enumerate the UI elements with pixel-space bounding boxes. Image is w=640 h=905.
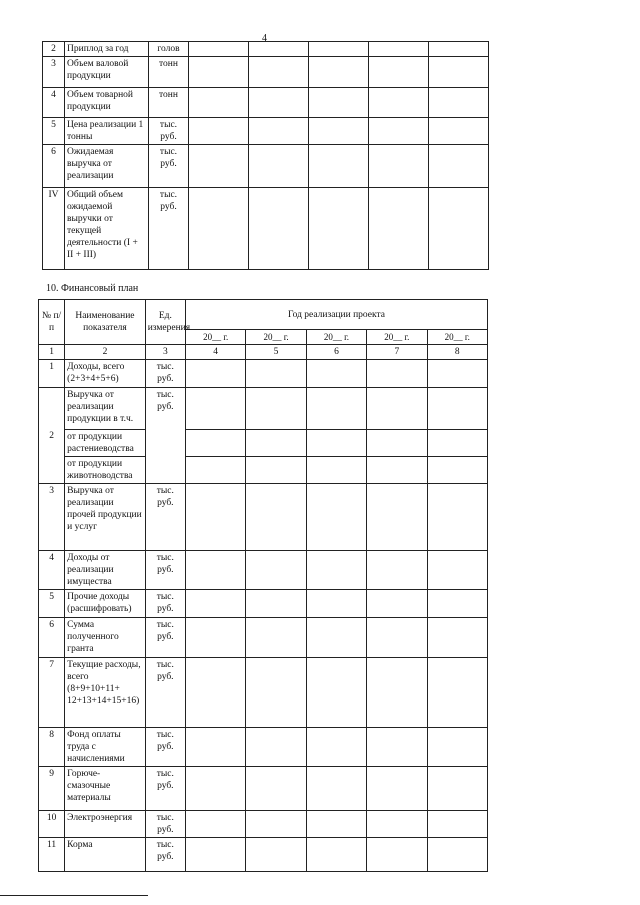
empty-cell — [185, 767, 245, 811]
empty-cell — [189, 42, 249, 57]
table-row — [43, 57, 489, 88]
row-unit: тыс. руб. — [149, 188, 189, 270]
empty-cell — [429, 118, 489, 145]
table-row — [43, 188, 489, 270]
table-row — [39, 838, 488, 872]
empty-cell — [185, 590, 245, 618]
empty-cell — [367, 838, 427, 872]
col-number: 7 — [367, 345, 427, 360]
col-number: 2 — [65, 345, 146, 360]
row-name: от продукции растениеводства — [65, 430, 146, 457]
row-name: Доходы, всего (2+3+4+5+6) — [65, 360, 146, 388]
header-unit: Ед. измерения — [145, 300, 185, 345]
empty-cell — [367, 590, 427, 618]
row-name: Ожидаемая выручка от реализации — [65, 145, 149, 188]
empty-cell — [306, 484, 366, 551]
table-row — [43, 88, 489, 118]
empty-cell — [309, 188, 369, 270]
empty-cell — [189, 118, 249, 145]
row-name: Текущие расходы, всего (8+9+10+11+ 12+13+14+15+16) — [65, 658, 146, 728]
empty-cell — [306, 838, 366, 872]
empty-cell — [246, 484, 306, 551]
empty-cell — [306, 360, 366, 388]
empty-cell — [189, 145, 249, 188]
row-unit: тыс. руб. — [145, 360, 185, 388]
table-row — [39, 728, 488, 767]
header-num: № п/п — [39, 300, 65, 345]
empty-cell — [427, 430, 487, 457]
empty-cell — [306, 590, 366, 618]
col-number: 3 — [145, 345, 185, 360]
empty-cell — [367, 618, 427, 658]
table-row — [39, 551, 488, 590]
empty-cell — [367, 430, 427, 457]
empty-cell — [369, 42, 429, 57]
empty-cell — [306, 457, 366, 484]
table-row — [39, 430, 488, 457]
page-number: 4 — [262, 33, 267, 44]
empty-cell — [189, 88, 249, 118]
empty-cell — [367, 728, 427, 767]
table-row — [39, 658, 488, 728]
empty-cell — [427, 811, 487, 838]
empty-cell — [246, 430, 306, 457]
header-year-group: Год реализации проекта — [185, 300, 487, 330]
row-name: Объем товарной продукции — [65, 88, 149, 118]
row-unit: тыс. руб. — [145, 838, 185, 872]
table-row — [39, 590, 488, 618]
row-name: Приплод за год — [65, 42, 149, 57]
table-row — [43, 118, 489, 145]
row-unit: тыс. руб. — [149, 118, 189, 145]
empty-cell — [185, 388, 245, 430]
col-number: 5 — [246, 345, 306, 360]
row-unit: тыс. руб. — [145, 551, 185, 590]
empty-cell — [309, 42, 369, 57]
year-cell: 20__ г. — [427, 330, 487, 345]
row-number: 6 — [43, 145, 65, 188]
empty-cell — [429, 42, 489, 57]
row-number: 4 — [39, 551, 65, 590]
empty-cell — [249, 57, 309, 88]
row-unit: тыс. руб. — [145, 767, 185, 811]
table-row — [39, 360, 488, 388]
empty-cell — [185, 551, 245, 590]
row-number: 6 — [39, 618, 65, 658]
empty-cell — [306, 767, 366, 811]
empty-cell — [189, 57, 249, 88]
empty-cell — [429, 57, 489, 88]
empty-cell — [246, 457, 306, 484]
empty-cell — [367, 360, 427, 388]
empty-cell — [367, 457, 427, 484]
empty-cell — [185, 728, 245, 767]
table-row — [39, 484, 488, 551]
empty-cell — [369, 188, 429, 270]
year-cell: 20__ г. — [246, 330, 306, 345]
empty-cell — [246, 388, 306, 430]
row-number: 11 — [39, 838, 65, 872]
row-number: 2 — [43, 42, 65, 57]
empty-cell — [185, 457, 245, 484]
row-unit: голов — [149, 42, 189, 57]
row-name: Общий объем ожидаемой выручки от текущей деятельности (I + II + III) — [65, 188, 149, 270]
table-row — [39, 767, 488, 811]
empty-cell — [369, 57, 429, 88]
row-number: 10 — [39, 811, 65, 838]
row-number: IV — [43, 188, 65, 270]
table-row — [39, 457, 488, 484]
empty-cell — [367, 811, 427, 838]
empty-cell — [309, 88, 369, 118]
empty-cell — [249, 145, 309, 188]
col-number: 1 — [39, 345, 65, 360]
row-number: 1 — [39, 360, 65, 388]
empty-cell — [427, 838, 487, 872]
row-unit: тыс. руб. — [149, 145, 189, 188]
financial-plan-table — [38, 299, 488, 872]
header-row — [39, 300, 488, 330]
empty-cell — [306, 811, 366, 838]
empty-cell — [427, 728, 487, 767]
empty-cell — [367, 551, 427, 590]
row-number: 3 — [39, 484, 65, 551]
empty-cell — [246, 728, 306, 767]
footer-rule — [0, 895, 148, 896]
row-name: Электроэнергия — [65, 811, 146, 838]
row-number: 4 — [43, 88, 65, 118]
empty-cell — [246, 590, 306, 618]
empty-cell — [429, 88, 489, 118]
col-number: 8 — [427, 345, 487, 360]
row-unit: тыс. руб. — [145, 658, 185, 728]
table-row — [39, 388, 488, 430]
table-row — [39, 618, 488, 658]
empty-cell — [246, 838, 306, 872]
empty-cell — [309, 57, 369, 88]
empty-cell — [427, 388, 487, 430]
row-unit: тыс. руб. — [145, 590, 185, 618]
row-unit: тыс. руб. — [145, 811, 185, 838]
empty-cell — [185, 658, 245, 728]
row-name: Цена реализации 1 тонны — [65, 118, 149, 145]
row-number: 5 — [39, 590, 65, 618]
row-unit: тонн — [149, 88, 189, 118]
header-name: Наименование показателя — [65, 300, 146, 345]
empty-cell — [306, 728, 366, 767]
empty-cell — [185, 618, 245, 658]
section-title: 10. Финансовый план — [46, 283, 139, 294]
empty-cell — [369, 88, 429, 118]
table-row — [43, 145, 489, 188]
empty-cell — [306, 551, 366, 590]
row-number: 7 — [39, 658, 65, 728]
row-name: Доходы от реализации имущества — [65, 551, 146, 590]
empty-cell — [309, 118, 369, 145]
empty-cell — [246, 658, 306, 728]
empty-cell — [429, 188, 489, 270]
empty-cell — [429, 145, 489, 188]
empty-cell — [306, 388, 366, 430]
empty-cell — [427, 590, 487, 618]
empty-cell — [367, 767, 427, 811]
empty-cell — [427, 457, 487, 484]
empty-cell — [185, 360, 245, 388]
empty-cell — [246, 360, 306, 388]
row-number: 3 — [43, 57, 65, 88]
row-name: Фонд оплаты труда с начислениями — [65, 728, 146, 767]
row-name: Выручка от реализации прочей продукции и услуг — [65, 484, 146, 551]
row-name: Корма — [65, 838, 146, 872]
empty-cell — [306, 618, 366, 658]
row-name: Прочие доходы (расшифровать) — [65, 590, 146, 618]
row-unit: тонн — [149, 57, 189, 88]
row-unit: тыс. руб. — [145, 728, 185, 767]
empty-cell — [246, 767, 306, 811]
table-row — [39, 811, 488, 838]
empty-cell — [246, 618, 306, 658]
year-cell: 20__ г. — [306, 330, 366, 345]
empty-cell — [367, 388, 427, 430]
empty-cell — [185, 484, 245, 551]
empty-cell — [249, 188, 309, 270]
empty-cell — [249, 88, 309, 118]
col-number: 6 — [306, 345, 366, 360]
empty-cell — [185, 811, 245, 838]
row-name: Выручка от реализации продукции в т.ч. — [65, 388, 146, 430]
production-table — [42, 41, 489, 270]
empty-cell — [309, 145, 369, 188]
empty-cell — [427, 484, 487, 551]
empty-cell — [249, 118, 309, 145]
row-number: 5 — [43, 118, 65, 145]
row-name: Объем валовой продукции — [65, 57, 149, 88]
empty-cell — [367, 484, 427, 551]
empty-cell — [306, 430, 366, 457]
empty-cell — [427, 658, 487, 728]
empty-cell — [427, 767, 487, 811]
empty-cell — [306, 658, 366, 728]
empty-cell — [369, 145, 429, 188]
row-number: 2 — [39, 388, 65, 484]
empty-cell — [367, 658, 427, 728]
empty-cell — [189, 188, 249, 270]
empty-cell — [369, 118, 429, 145]
empty-cell — [427, 618, 487, 658]
row-name: Сумма полученного гранта — [65, 618, 146, 658]
row-unit: тыс. руб. — [145, 618, 185, 658]
row-number: 8 — [39, 728, 65, 767]
year-cell: 20__ г. — [185, 330, 245, 345]
row-name: от продукции животноводства — [65, 457, 146, 484]
row-unit: тыс. руб. — [145, 484, 185, 551]
row-name: Горюче-смазочные материалы — [65, 767, 146, 811]
empty-cell — [427, 551, 487, 590]
year-cell: 20__ г. — [367, 330, 427, 345]
empty-cell — [246, 551, 306, 590]
row-number: 9 — [39, 767, 65, 811]
empty-cell — [427, 360, 487, 388]
empty-cell — [246, 811, 306, 838]
column-number-row — [39, 345, 488, 360]
col-number: 4 — [185, 345, 245, 360]
empty-cell — [185, 430, 245, 457]
table-row — [43, 42, 489, 57]
empty-cell — [185, 838, 245, 872]
row-unit: тыс. руб. — [145, 388, 185, 484]
empty-cell — [249, 42, 309, 57]
